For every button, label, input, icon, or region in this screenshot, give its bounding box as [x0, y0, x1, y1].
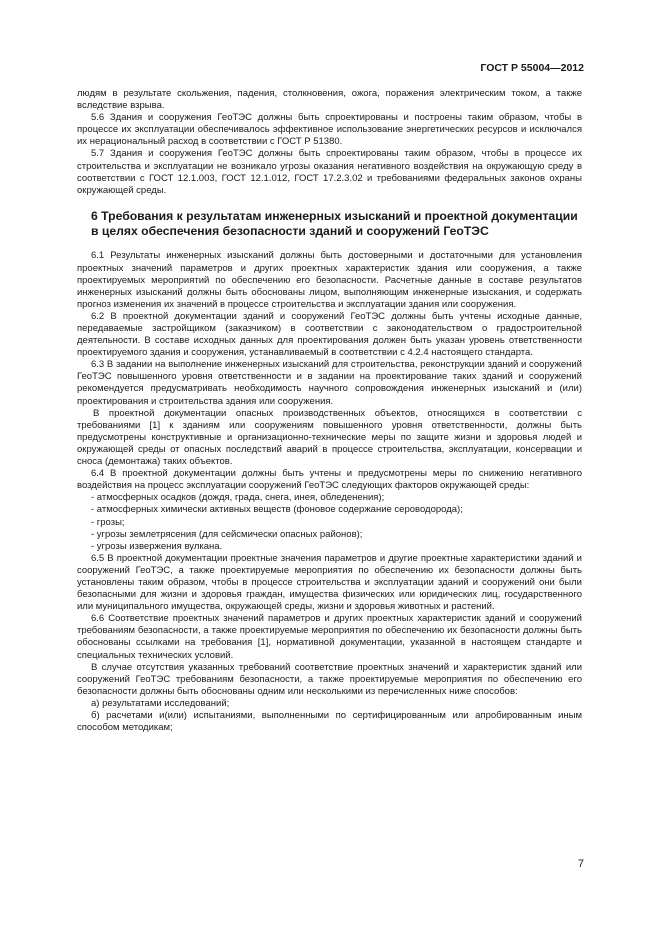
factor-list-item: - угрозы извержения вулкана. — [91, 540, 223, 552]
paragraph-6-6-continued: В случае отсутствия указанных требований соответствие проектных значений и характеристик зданий или сооружений ГеоТЭС требованиям безопасности, а также проектируемые мероприятия по обеспечению его безопасности должны быть обоснованы одним или несколькими из перечисленных ниже способов: — [77, 661, 582, 697]
method-list-item: а) результатами исследований; — [91, 697, 230, 709]
factor-list-item: - угрозы землетрясения (для сейсмически опасных районов); — [91, 528, 363, 540]
document-header: ГОСТ Р 55004—2012 — [480, 62, 584, 74]
page-number: 7 — [577, 858, 584, 870]
paragraph-5-6: 5.6 Здания и сооружения ГеоТЭС должны быть спроектированы и построены таким образом, чтобы в процессе их эксплуатации обеспечивалось эффективное использование энергетических ресурсов и исключался их нерациональный расход в соответствии с ГОСТ Р 51380. — [77, 112, 582, 148]
paragraph-continued: людям в результате скольжения, падения, столкновения, ожога, поражения электрическим током, а также вследствие взрыва. — [77, 88, 582, 112]
paragraph-6-3: 6.3 В задании на выполнение инженерных изысканий для строительства, реконструкции зданий и сооружений ГеоТЭС повышенного уровня ответственности и в задании на проектирование таких зданий и сооружений рекомендуется предусматривать необходимость научного сопровождения инженерных изысканий и (или) проектирования и строительства здания или сооружения. — [77, 359, 582, 407]
paragraph-6-2: 6.2 В проектной документации зданий и сооружений ГеоТЭС должны быть учтены исходные данные, передаваемые застройщиком (заказчиком) в соответствии с законодательством о градостроительной деятельности. В составе исходных данных для проектирования должен быть указан уровень ответственности проектируемого здания и сооружения, устанавливаемый в соответствии с 4.2.4 настоящего стандарта. — [77, 310, 582, 359]
factor-list-item: - атмосферных химически активных веществ (фоновое содержание сероводорода); — [91, 504, 463, 516]
factor-list-item: - грозы; — [91, 516, 125, 528]
paragraph-5-7: 5.7 Здания и сооружения ГеоТЭС должны быть спроектированы таким образом, чтобы в процессе их строительства и эксплуатации не возникало угрозы оказания негативного воздействия на окружающую среду в соответствии с ГОСТ 12.1.003, ГОСТ 12.1.012, ГОСТ 17.2.3.02 и требованиями федеральных законов охраны окружающей среды. — [77, 148, 582, 196]
paragraph-6-4: 6.4 В проектной документации должны быть учтены и предусмотрены меры по снижению негативного воздействия на процесс эксплуатации сооружений ГеоТЭС следующих факторов окружающей среды: — [77, 468, 582, 492]
factor-list-item: - атмосферных осадков (дождя, града, снега, инея, обледенения); — [91, 492, 385, 504]
paragraph-6-6: 6.6 Соответствие проектных значений параметров и других проектных характеристик зданий и сооружений требованиям безопасности, а также проектируемые мероприятия по обеспечению их безопасности должны быть обоснованы ссылками на требования [1], нормативной документации, указанной в настоящем стандарте и специальных технических условий. — [77, 613, 582, 661]
document-body — [77, 88, 582, 734]
method-list-item: б) расчетами и(или) испытаниями, выполненными по сертифицированным или апробированным иным способом методикам; — [77, 710, 582, 734]
paragraph-6-1: 6.1 Результаты инженерных изысканий должны быть достоверными и достаточными для установления проектных значений параметров и других проектных характеристик здания или сооружения, а также проектируемых мероприятий по обеспечению его безопасности. Расчетные данные в составе результатов инженерных изысканий должны быть обоснованы лицом, выполняющим инженерные изыскания, и содержать прогноз изменения их значений в процессе строительства и эксплуатации здания или сооружения. — [77, 250, 582, 310]
section-6-title: 6 Требования к результатам инженерных изысканий и проектной документации в целях обеспечения безопасности зданий и сооружений ГеоТЭС — [91, 208, 578, 238]
paragraph-6-5: 6.5 В проектной документации проектные значения параметров и другие проектные характеристики зданий и сооружений ГеоТЭС, а также проектируемые мероприятия по обеспечению их безопасности должны быть установлены таким образом, чтобы в процессе строительства и эксплуатации зданий и сооружений они были безопасными для жизни и здоровья граждан, имущества физических или юридических лиц, государственного или муниципального имущества, окружающей среды, жизни и здоровья животных и растений. — [77, 552, 582, 613]
paragraph-6-3-continued: В проектной документации опасных производственных объектов, относящихся в соответствии с требованиями [1] к зданиям или сооружениям повышенного уровня ответственности, должны быть предусмотрены конструктивные и организационно-технические меры по защите жизни и здоровья людей и окружающей среды от опасных последствий аварий в процессе строительства, эксплуатации, консервации и сноса (демонтажа) таких объектов. — [77, 407, 582, 468]
